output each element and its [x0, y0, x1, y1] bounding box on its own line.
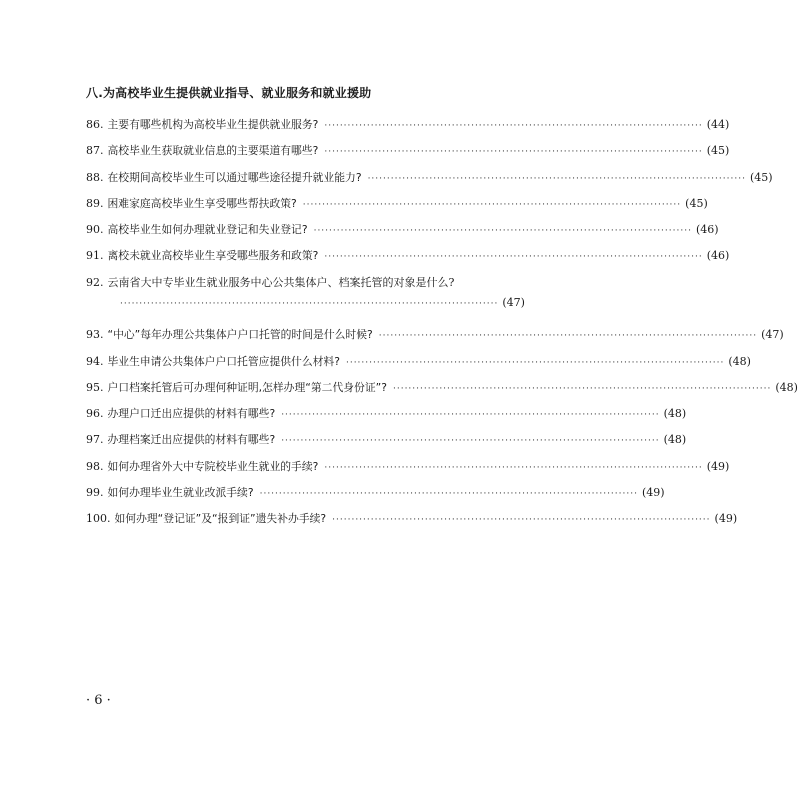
page-number: · 6 · — [86, 693, 111, 708]
toc-entry[interactable] — [86, 170, 773, 197]
toc-leader-dots: ·································································································· — [392, 383, 772, 394]
toc-entry[interactable] — [86, 249, 730, 275]
toc-entry-page: (45) — [749, 170, 773, 184]
toc-entry-page: (45) — [706, 144, 730, 158]
toc-leader-dots: ·································································································· — [281, 436, 660, 447]
toc-entry-title: 如何办理省外大中专院校毕业生就业的手续? — [107, 459, 319, 473]
toc-entry-number: 98. — [86, 459, 104, 473]
toc-leader-dots: ·································································································· — [378, 331, 758, 342]
toc-entry-page: (47) — [761, 328, 784, 342]
toc-leader-dots: ·································································································· — [324, 462, 703, 473]
toc-leader-dots: ·································································································· — [120, 298, 499, 309]
toc-entry-number: 100. — [86, 512, 111, 526]
toc-entry-number: 93. — [86, 328, 104, 342]
toc-entry-number: 96. — [86, 407, 104, 421]
toc-entry-number: 91. — [86, 249, 104, 263]
toc-entry-number: 97. — [86, 433, 104, 447]
toc-entry-page: (46) — [695, 223, 719, 237]
toc-entry[interactable] — [86, 328, 784, 354]
toc-entry-title: 云南省大中专毕业生就业服务中心公共集体户、档案托管的对象是什么? — [107, 275, 455, 289]
toc-entry-page: (48) — [728, 354, 751, 368]
toc-leader-dots: ·································································································· — [324, 252, 703, 263]
toc-entry-number: 94. — [86, 354, 104, 368]
toc-entry-title: “中心”每年办理公共集体户户口托管的时间是什么时候? — [107, 328, 373, 342]
toc-leader-dots: ·································································································· — [313, 226, 692, 237]
toc-entry-number: 95. — [86, 380, 104, 394]
toc-entry-page: (48) — [663, 407, 687, 421]
toc-entry[interactable] — [86, 407, 687, 433]
toc-entry-page: (49) — [706, 459, 730, 473]
toc-entry-page: (49) — [714, 512, 738, 526]
toc-entry[interactable] — [86, 275, 525, 329]
toc-entry-title: 困难家庭高校毕业生享受哪些帮扶政策? — [107, 196, 297, 210]
toc-entry[interactable] — [86, 118, 730, 144]
toc-leader-dots: ·································································································· — [345, 357, 725, 368]
toc-entry-number: 90. — [86, 223, 104, 237]
toc-entry-number: 92. — [86, 275, 104, 289]
toc-entry-title: 如何办理毕业生就业改派手续? — [107, 486, 254, 500]
toc-entry[interactable] — [86, 144, 730, 170]
toc-entry-title: 在校期间高校毕业生可以通过哪些途径提升就业能力? — [107, 170, 362, 184]
toc-entry-number: 87. — [86, 144, 104, 158]
toc-entry-page: (45) — [685, 196, 708, 210]
toc-entry-number: 99. — [86, 486, 104, 500]
toc-entry-title: 离校未就业高校毕业生享受哪些服务和政策? — [107, 249, 319, 263]
toc-leader-dots: ·································································································· — [324, 121, 703, 131]
toc-entry[interactable] — [86, 459, 730, 486]
toc-entry[interactable] — [86, 486, 665, 512]
toc-entry-number: 86. — [86, 118, 104, 131]
section-title: 八.为高校毕业生提供就业指导、就业服务和就业援助 — [86, 86, 372, 100]
toc-entry-title: 主要有哪些机构为高校毕业生提供就业服务? — [107, 118, 319, 131]
toc-entry-page: (48) — [775, 380, 798, 394]
toc-entry-title: 高校毕业生如何办理就业登记和失业登记? — [107, 223, 308, 237]
toc-entry-title: 如何办理“登记证”及“报到证”遗失补办手续? — [114, 512, 327, 526]
toc-leader-dots: ·································································································· — [259, 489, 638, 500]
toc-entry[interactable] — [86, 433, 687, 459]
toc-leader-dots: ·································································································· — [324, 147, 703, 158]
toc-entry-title: 高校毕业生获取就业信息的主要渠道有哪些? — [107, 144, 319, 158]
toc-entry-page: (48) — [663, 433, 687, 447]
toc-entry[interactable] — [86, 354, 751, 381]
toc-entry-number: 89. — [86, 196, 104, 210]
toc-entry[interactable] — [86, 196, 708, 223]
toc-entry-page: (49) — [641, 486, 665, 500]
toc-entry-title: 户口档案托管后可办理何种证明,怎样办理“第二代身份证”? — [107, 380, 387, 394]
toc-leader-dots: ·································································································· — [332, 515, 711, 526]
toc-entry-title: 办理户口迁出应提供的材料有哪些? — [107, 407, 276, 421]
toc-leader-dots: ·································································································· — [281, 410, 660, 421]
toc-entry[interactable] — [86, 380, 798, 407]
toc-entry-page: (44) — [706, 118, 730, 131]
toc-leader-dots: ·································································································· — [302, 199, 682, 210]
toc-leader-dots: ·································································································· — [367, 173, 746, 184]
table-of-contents — [86, 118, 798, 539]
toc-entry-number: 88. — [86, 170, 104, 184]
toc-entry[interactable] — [86, 512, 738, 538]
toc-entry-page: (47) — [502, 295, 525, 309]
toc-entry-page: (46) — [706, 249, 730, 263]
toc-entry-title: 办理档案迁出应提供的材料有哪些? — [107, 433, 276, 447]
toc-entry-title: 毕业生申请公共集体户户口托管应提供什么材料? — [107, 354, 340, 368]
toc-entry[interactable] — [86, 223, 719, 249]
